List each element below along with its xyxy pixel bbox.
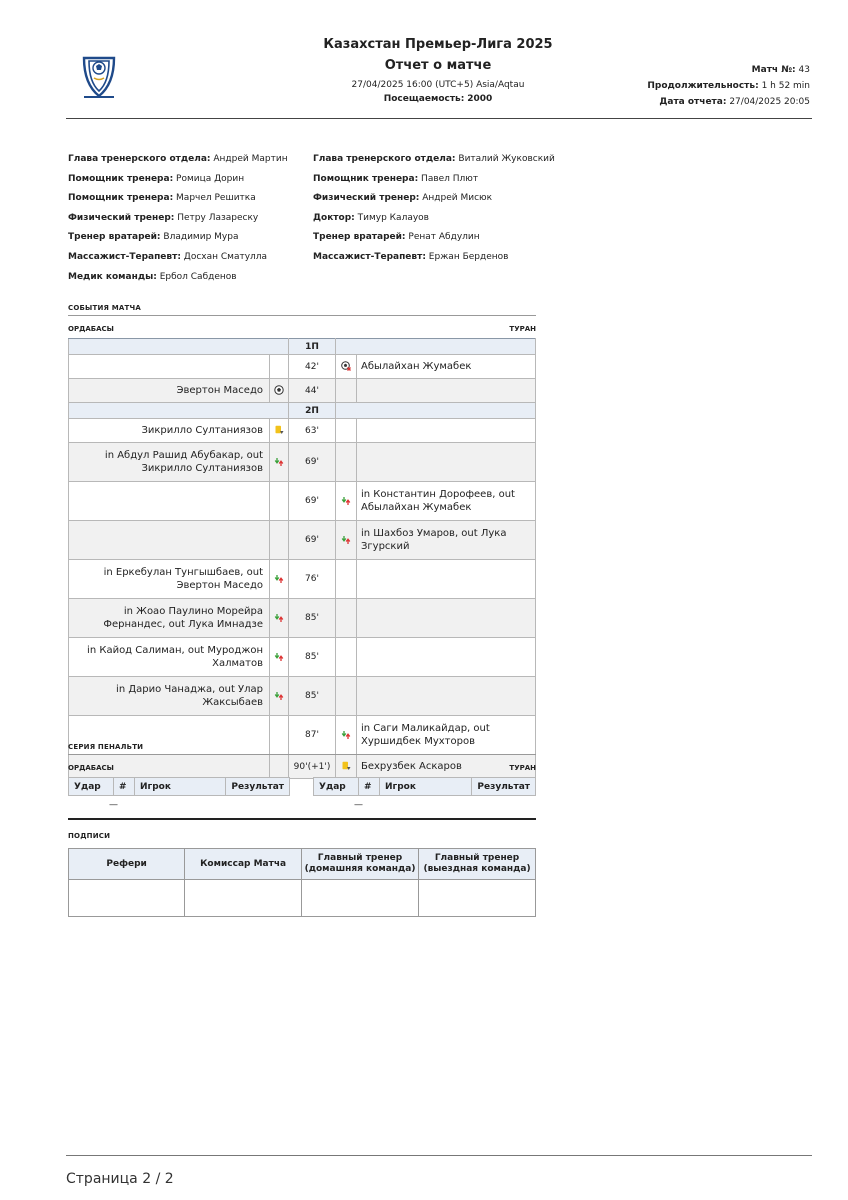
col-player: Игрок [135,778,226,796]
home-event-text: in Жоао Паулино Морейра Фернандес, out Лука Имнадзе [69,599,270,638]
staff-role: Глава тренерского отдела: [68,154,211,164]
staff-name: Досхан Сматулла [183,251,268,262]
col-shot: Удар [69,778,114,796]
home-event-text: Эвертон Маседо [69,379,270,403]
event-minute: 85' [289,677,336,716]
events-away-team: ТУРАН [509,325,536,333]
staff-role: Глава тренерского отдела: [313,154,456,164]
event-row [69,443,536,482]
event-minute: 42' [289,355,336,379]
report-date: Дата отчета: 27/04/2025 20:05 [659,97,810,107]
staff-name: Павел Плют [421,173,479,184]
event-row [69,638,536,677]
event-row [69,677,536,716]
staff-row [313,209,555,229]
sig-commissioner-cell [185,880,302,917]
staff-name: Тимур Калауов [357,212,429,223]
staff-name: Ренат Абдулин [408,232,480,243]
league-logo-icon [80,54,118,100]
staff-row [68,189,288,209]
event-row [69,419,536,443]
events-teams [68,325,536,333]
penalties-away-team: ТУРАН [509,764,536,772]
sig-commissioner-header: Комиссар Матча [185,849,302,880]
away-event-text [357,560,536,599]
staff-row [313,170,555,190]
staff-row [313,189,555,209]
yellow-card-icon [274,425,284,435]
staff-role: Медик команды: [68,271,157,282]
match-meta [647,62,810,110]
staff-role: Тренер вратарей: [68,232,161,243]
report-header [238,36,638,104]
substitution-icon [274,652,284,662]
section-divider [68,818,536,820]
event-row [69,379,536,403]
staff-name: Владимир Мура [163,232,239,243]
home-staff-list [68,150,288,287]
substitution-icon [274,574,284,584]
col-number: # [359,778,380,796]
away-event-text [357,443,536,482]
staff-row [313,248,555,268]
staff-role: Массажист-Терапевт: [68,251,181,262]
event-minute: 76' [289,560,336,599]
home-event-text: in Абдул Рашид Абубакар, out Зикрилло Султаниязов [69,443,270,482]
period-label: 1П [289,339,336,355]
event-minute: 44' [289,379,336,403]
away-event-text [357,638,536,677]
match-number: Матч №: 43 [751,65,810,75]
header-divider [66,118,812,119]
event-row [69,521,536,560]
away-event-text [357,379,536,403]
event-minute: 63' [289,419,336,443]
event-minute: 87' [289,716,336,755]
home-penalties-table [68,777,290,796]
event-row [69,599,536,638]
col-result: Результат [472,778,536,796]
home-event-text [69,355,270,379]
away-event-text: Абылайхан Жумабек [357,355,536,379]
home-event-text: in Дарио Чанаджа, out Улар Жаксыбаев [69,677,270,716]
staff-name: Андрей Мартин [213,154,288,164]
staff-role: Массажист-Терапевт: [313,251,426,262]
attendance [238,94,638,104]
staff-row [68,248,288,268]
away-event-text [357,599,536,638]
home-event-text [69,521,270,560]
staff-role: Физический тренер: [313,193,420,204]
substitution-icon [341,496,351,506]
home-event-text: in Еркебулан Тунгышбаев, out Эвертон Маседо [69,560,270,599]
away-penalties-empty: — [354,800,363,810]
league-title: Казахстан Премьер-Лига 2025 [323,37,553,52]
staff-name: Виталий Жуковский [458,154,555,164]
staff-row [68,150,288,170]
event-row [69,355,536,379]
sig-home-coach-header: Главный тренер (домашняя команда) [301,849,418,880]
substitution-icon [274,613,284,623]
away-event-text: Бехрузбек Аскаров [357,755,536,779]
event-minute: 69' [289,443,336,482]
sig-home-coach-cell [301,880,418,917]
match-duration: Продолжительность: 1 h 52 min [647,81,810,91]
col-shot: Удар [314,778,359,796]
page-number: Страница 2 / 2 [66,1171,174,1187]
period-header-row [69,403,536,419]
staff-role: Физический тренер: [68,212,175,223]
substitution-icon [341,730,351,740]
sig-referee-header: Рефери [69,849,185,880]
staff-role: Помощник тренера: [68,173,174,184]
match-events-table [68,338,536,779]
staff-name: Марчел Решитка [176,193,256,204]
away-event-text: in Шахбоз Умаров, out Лука Згурский [357,521,536,560]
staff-row [68,228,288,248]
substitution-icon [274,457,284,467]
staff-role: Помощник тренера: [68,193,174,204]
away-event-text [357,419,536,443]
away-event-text: in Саги Маликайдар, out Хуршидбек Мухторов [357,716,536,755]
home-event-text: in Кайод Салиман, out Муроджон Халматов [69,638,270,677]
staff-name: Андрей Мисюк [422,193,493,204]
period-label: 2П [289,403,336,419]
penalties-teams [68,764,536,772]
event-minute: 69' [289,521,336,560]
staff-name: Ербол Сабденов [159,271,237,282]
home-penalties-empty: — [109,800,118,810]
away-event-text: in Константин Дорофеев, out Абылайхан Жумабек [357,482,536,521]
event-minute: 90'(+1') [289,755,336,779]
signatures-table [68,848,536,917]
home-event-text [69,482,270,521]
attendance-label: Посещаемость: [383,94,465,104]
event-minute: 85' [289,599,336,638]
sig-referee-cell [69,880,185,917]
away-penalties-table [313,777,536,796]
sig-away-coach-cell [419,880,536,917]
staff-role: Доктор: [313,212,355,223]
event-minute: 69' [289,482,336,521]
staff-name: Петру Лазареску [177,212,259,223]
home-event-text: Зикрилло Султаниязов [69,419,270,443]
sig-away-coach-header: Главный тренер (выездная команда) [419,849,536,880]
staff-role: Тренер вратарей: [313,232,406,243]
event-minute: 85' [289,638,336,677]
col-result: Результат [226,778,290,796]
staff-role: Помощник тренера: [313,173,419,184]
period-header-row [69,339,536,355]
attendance-value: 2000 [467,94,493,104]
report-title: Отчет о матче [384,58,492,73]
away-event-text [357,677,536,716]
staff-name: Ромица Дорин [176,173,245,184]
event-row [69,560,536,599]
away-staff-list [313,150,555,268]
penalties-home-team: ОРДАБАСЫ [68,764,114,772]
staff-row [68,268,288,288]
staff-row [68,209,288,229]
goal-icon [274,385,284,395]
penalties-section-title: СЕРИЯ ПЕНАЛЬТИ [68,743,536,755]
signatures-section-title: ПОДПИСИ [68,832,111,840]
substitution-icon [274,691,284,701]
events-section-title: СОБЫТИЯ МАТЧА [68,304,536,316]
substitution-icon [341,535,351,545]
staff-name: Ержан Берденов [428,251,509,262]
event-row [69,482,536,521]
col-player: Игрок [380,778,472,796]
events-home-team: ОРДАБАСЫ [68,325,114,333]
staff-row [313,228,555,248]
match-datetime: 27/04/2025 16:00 (UTC+5) Asia/Aqtau [351,80,525,90]
own-goal-icon [341,361,351,371]
staff-row [313,150,555,170]
col-number: # [114,778,135,796]
footer-divider [66,1155,812,1156]
staff-row [68,170,288,190]
